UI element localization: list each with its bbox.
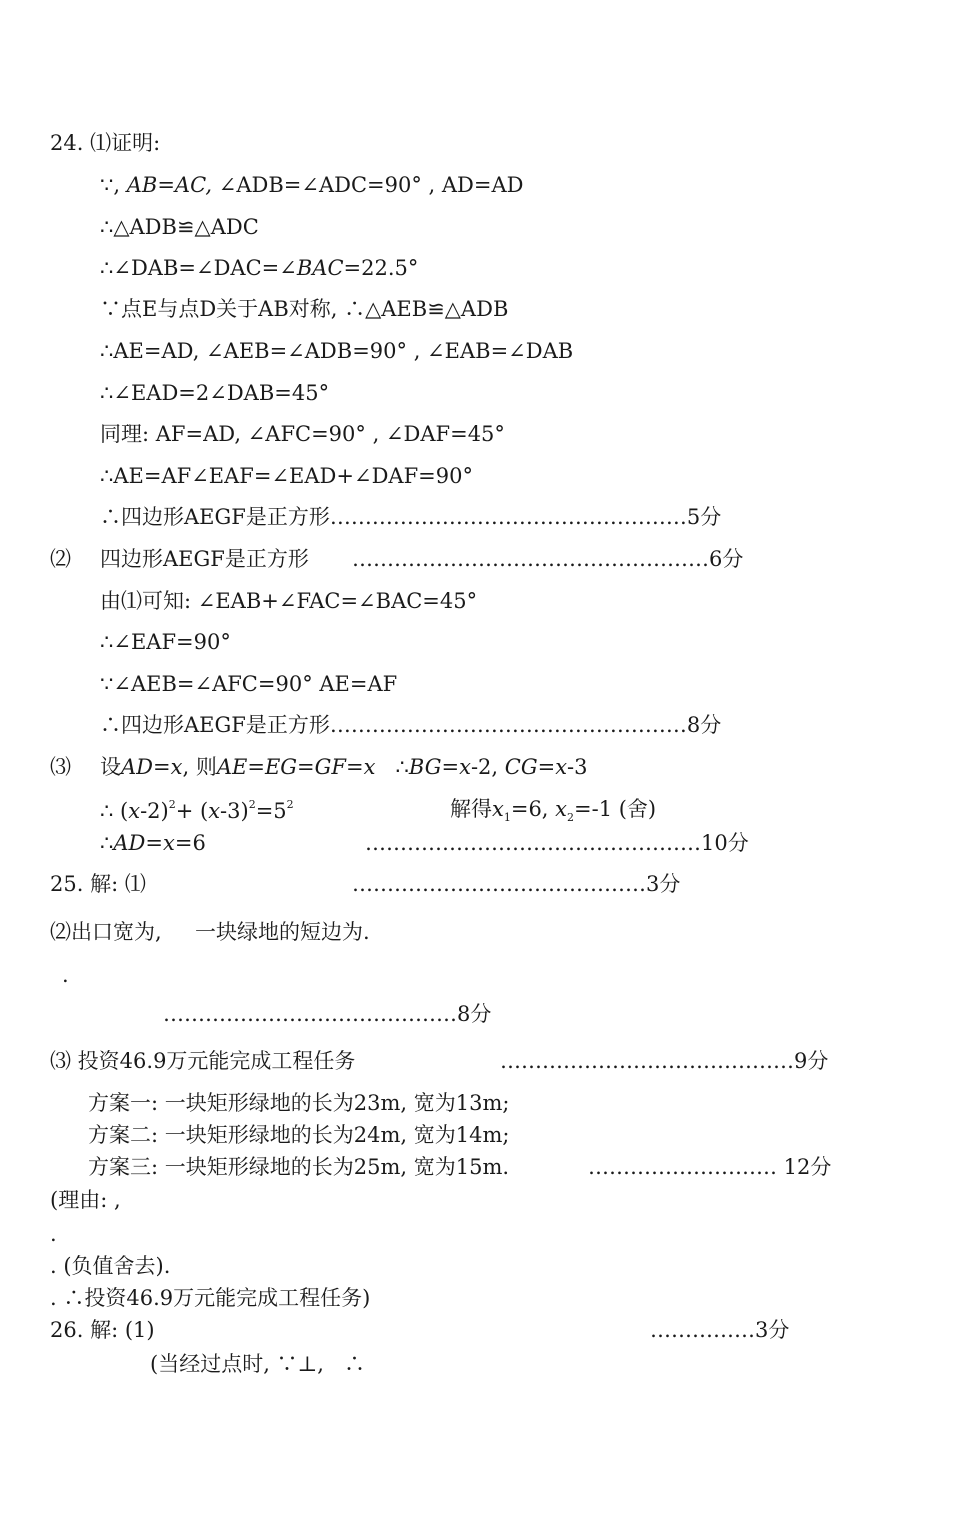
t: CG [504, 755, 538, 779]
t: x [363, 755, 376, 779]
q24-line-8: 同理: AF=AD, ∠AFC=90° , ∠DAF=45° [100, 422, 505, 446]
t: = [441, 755, 460, 779]
q25-plan-score: ……………………… 12分 [588, 1155, 832, 1179]
t: 设 [100, 755, 121, 779]
q24-part3-label: ⑶ [50, 755, 71, 779]
t: 2 [286, 798, 294, 811]
q24-line-15: ∴四边形AEGF是正方形……………………………………………8分 [100, 713, 722, 737]
t: AD [121, 755, 154, 779]
q25-line-2: ⑵出口宽为, 一块绿地的短边为. [50, 920, 370, 944]
q24-l2-rest: ∠ADB=∠ADC=90° , AD=AD [212, 173, 524, 197]
q24-part2-label: ⑵ [50, 547, 71, 571]
t: + ( [175, 799, 209, 823]
t: ∴ [100, 831, 114, 855]
t: = [537, 755, 556, 779]
t: AE [216, 755, 248, 779]
q24-l2-ab-ac: AB=AC, [126, 173, 213, 197]
t: x [555, 755, 568, 779]
q24-line-17 [100, 799, 294, 822]
t: x [128, 799, 141, 823]
q25-line-3: . [62, 963, 69, 987]
q25-plan-1: 方案一: 一块矩形绿地的长为23m, 宽为13m; [88, 1091, 510, 1115]
q24-line-7: ∴∠EAD=2∠DAB=45° [100, 381, 330, 405]
q26-part1-score: ……………3分 [650, 1318, 790, 1342]
q25-line-11: . (负值舍去). [50, 1254, 171, 1278]
q24-line-4 [100, 258, 418, 279]
q25-line-9: (理由: , [50, 1188, 121, 1212]
t: GF [314, 755, 347, 779]
t: = [346, 755, 364, 779]
q25-line-5: ⑶ 投资46.9万元能完成工程任务 [50, 1049, 356, 1073]
q24-l4-c: =22.5° [343, 256, 419, 280]
q24-line-12: 由⑴可知: ∠EAB+∠FAC=∠BAC=45° [100, 589, 478, 613]
t: x [555, 797, 567, 821]
q24-line-9: ∴AE=AF∠EAF=∠EAD+∠DAF=90° [100, 464, 473, 488]
t: ∴ [395, 755, 409, 779]
q24-l4-bac: BAC [296, 256, 344, 280]
t: ∴ ( [100, 799, 129, 823]
t: AD [113, 831, 146, 855]
q24-line-14: ∵∠AEB=∠AFC=90° AE=AF [100, 672, 398, 696]
t: x [492, 797, 504, 821]
t: -2, [470, 755, 505, 779]
q25-line-1: 25. 解: ⑴ [50, 872, 146, 896]
t: -3 [567, 755, 588, 779]
t: 解得 [450, 797, 492, 821]
t: 2 [168, 798, 176, 811]
q25-plan-2: 方案二: 一块矩形绿地的长为24m, 宽为14m; [88, 1123, 510, 1147]
t: 1 [503, 811, 511, 824]
t: x [208, 799, 221, 823]
q24-l4-a: ∴∠DAB=∠DAC=∠ [100, 256, 297, 280]
q26-line-2: (当经过点时, ∵⊥, ∴ [150, 1352, 365, 1376]
t: x [170, 755, 183, 779]
t: , 则 [182, 755, 217, 779]
q24-part3-score: …………………………………………10分 [365, 831, 749, 855]
q26-line-1: 26. 解: (1) [50, 1318, 155, 1342]
q24-part2-text: 四边形AEGF是正方形 [100, 547, 309, 571]
t: BG [408, 755, 442, 779]
t: = [145, 831, 163, 855]
q24-line-1: 24. ⑴证明: [50, 131, 161, 155]
t: =6 [174, 831, 206, 855]
q24-line-16 [100, 757, 588, 778]
t: = [247, 755, 265, 779]
q24-line-13: ∴∠EAF=90° [100, 630, 231, 654]
t: x [459, 755, 471, 779]
q24-part2-score: ……………………………………………6分 [352, 547, 744, 571]
q25-line-10: . [50, 1222, 57, 1246]
t: x [163, 831, 175, 855]
q25-part3-score: ……………………………………9分 [500, 1049, 829, 1073]
t: =-1 (舍) [574, 797, 657, 821]
t: =5 [255, 799, 287, 823]
q25-line-12: . ∴投资46.9万元能完成工程任务) [50, 1286, 371, 1310]
t: 2 [567, 811, 574, 824]
q25-part1-score: ……………………………………3分 [352, 872, 681, 896]
q24-line-10: ∴四边形AEGF是正方形……………………………………………5分 [100, 505, 722, 529]
q24-line-3: ∴△ADB≌△ADC [100, 215, 259, 239]
q24-l2-prefix: ∵, [100, 173, 127, 197]
q25-plan-3: 方案三: 一块矩形绿地的长为25m, 宽为15m. [88, 1155, 510, 1179]
q24-line-6: ∴AE=AD, ∠AEB=∠ADB=90° , ∠EAB=∠DAB [100, 339, 574, 363]
t: EG [264, 755, 298, 779]
q25-part2-score: ……………………………………8分 [163, 1002, 492, 1026]
q24-line-5: ∵点E与点D关于AB对称, ∴△AEB≌△ADB [100, 297, 509, 321]
t: -3) [220, 799, 249, 823]
q24-line-18 [100, 833, 206, 854]
q24-line-17-solve [450, 799, 656, 823]
t: -2) [140, 799, 169, 823]
t: =6, [510, 797, 556, 821]
t: 2 [248, 798, 256, 811]
t: = [297, 755, 315, 779]
t: = [153, 755, 171, 779]
q24-line-2 [100, 175, 524, 196]
